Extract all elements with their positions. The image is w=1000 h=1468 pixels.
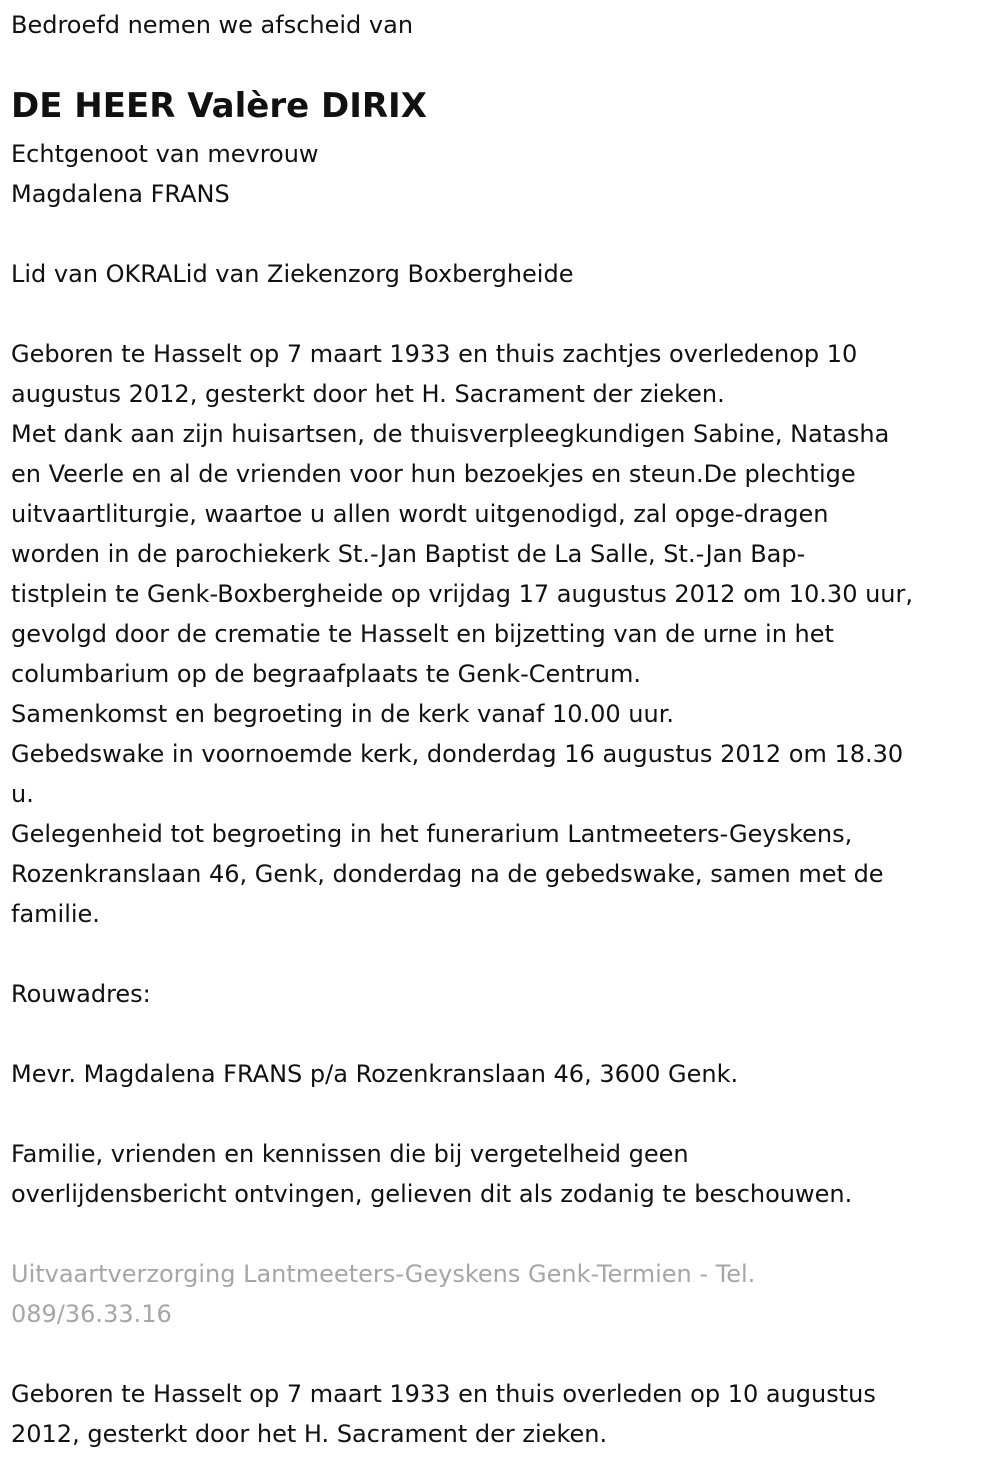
- funeral-home-phone: 089/36.33.16: [11, 1300, 172, 1328]
- membership-text: Lid van OKRALid van Ziekenzorg Boxbergheide: [11, 260, 574, 288]
- main-text-line: gevolgd door de crematie te Hasselt en bijzetting van de urne in het: [11, 620, 834, 648]
- mourning-address: Mevr. Magdalena FRANS p/a Rozenkranslaan 46, 3600 Genk.: [11, 1060, 739, 1088]
- main-text-line: uitvaartliturgie, waartoe u allen wordt uitgenodigd, zal opge-dragen: [11, 500, 829, 528]
- main-text-line: familie.: [11, 900, 100, 928]
- address-label-block: [11, 974, 151, 1014]
- funeral-home-block: [11, 1254, 755, 1334]
- membership-block: [11, 254, 573, 294]
- summary-block: [11, 1374, 876, 1454]
- notice-block: [11, 1134, 852, 1214]
- main-text-line: worden in de parochiekerk St.-Jan Baptist de La Salle, St.-Jan Bap-: [11, 540, 806, 568]
- main-text-line: en Veerle en al de vrienden voor hun bezoekjes en steun.De plechtige: [11, 460, 856, 488]
- spouse-block: [11, 134, 319, 214]
- deceased-name: DE HEER Valère DIRIX: [11, 86, 427, 126]
- main-text-line: Rozenkranslaan 46, Genk, donderdag na de gebedswake, samen met de: [11, 860, 884, 888]
- funeral-home-line: Uitvaartverzorging Lantmeeters-Geyskens Genk-Termien - Tel.: [11, 1260, 756, 1288]
- notice-line: overlijdensbericht ontvingen, gelieven dit als zodanig te beschouwen.: [11, 1180, 853, 1208]
- notice-line: Familie, vrienden en kennissen die bij vergetelheid geen: [11, 1140, 689, 1168]
- main-text-line: Gebedswake in voornoemde kerk, donderdag 16 augustus 2012 om 18.30: [11, 740, 904, 768]
- address-label: Rouwadres:: [11, 980, 151, 1008]
- main-text-line: tistplein te Genk-Boxbergheide op vrijdag 17 augustus 2012 om 10.30 uur,: [11, 580, 914, 608]
- summary-line: Geboren te Hasselt op 7 maart 1933 en thuis overleden op 10 augustus: [11, 1380, 876, 1408]
- main-text-line: columbarium op de begraafplaats te Genk-Centrum.: [11, 660, 641, 688]
- main-text-line: u.: [11, 780, 34, 808]
- intro-text: Bedroefd nemen we afscheid van: [11, 11, 414, 39]
- summary-line: 2012, gesterkt door het H. Sacrament der zieken.: [11, 1420, 608, 1448]
- spouse-line: Echtgenoot van mevrouw: [11, 140, 319, 168]
- spouse-line: Magdalena FRANS: [11, 180, 230, 208]
- main-text-line: Geboren te Hasselt op 7 maart 1933 en thuis zachtjes overledenop 10: [11, 340, 858, 368]
- main-text-line: Gelegenheid tot begroeting in het funerarium Lantmeeters-Geyskens,: [11, 820, 853, 848]
- main-text-line: Samenkomst en begroeting in de kerk vanaf 10.00 uur.: [11, 700, 675, 728]
- main-text-block: [11, 334, 913, 934]
- main-text-line: augustus 2012, gesterkt door het H. Sacrament der zieken.: [11, 380, 725, 408]
- address-block: [11, 1054, 738, 1094]
- main-text-line: Met dank aan zijn huisartsen, de thuisverpleegkundigen Sabine, Natasha: [11, 420, 890, 448]
